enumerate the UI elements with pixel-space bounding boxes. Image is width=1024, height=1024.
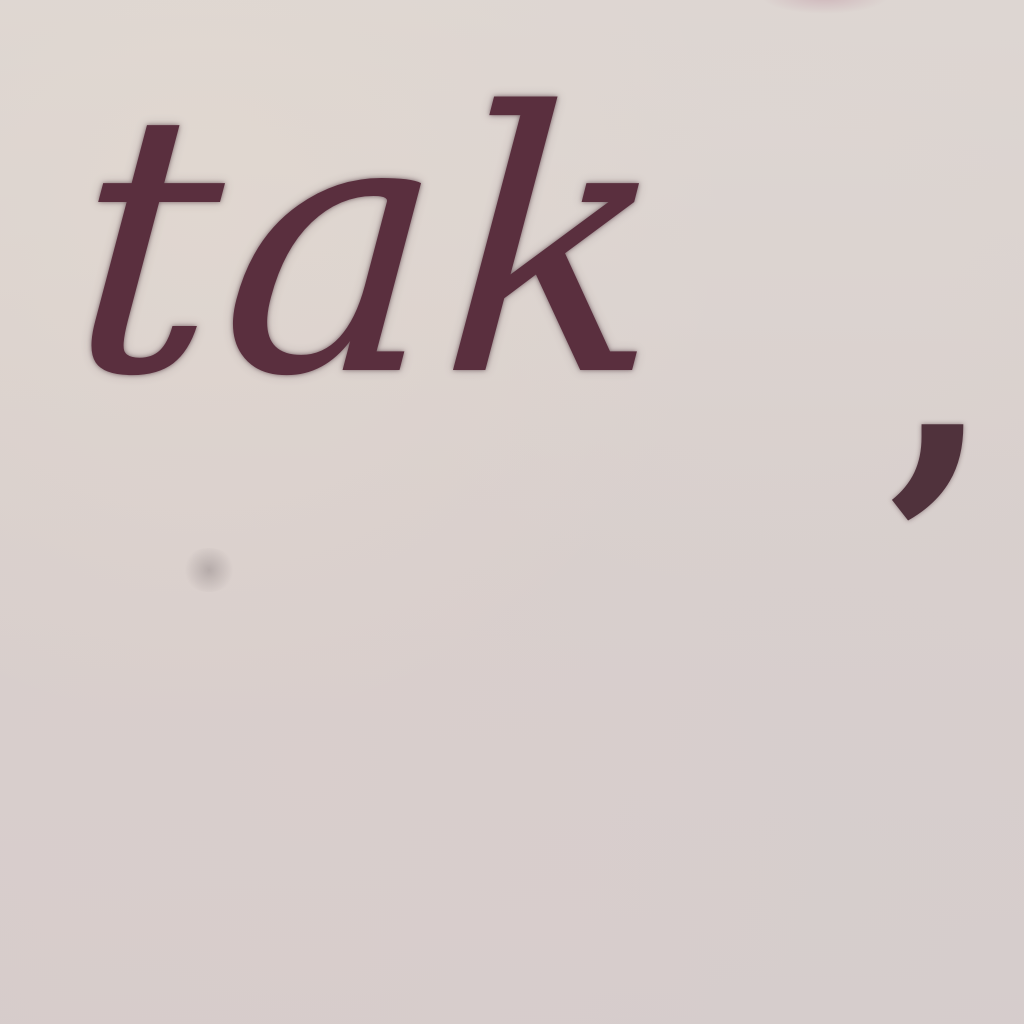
ink-smudge — [760, 0, 890, 14]
comma-mark: , — [888, 189, 993, 542]
word-text: tak — [60, 36, 686, 455]
paper-speck — [182, 548, 236, 592]
text-line — [60, 36, 993, 542]
